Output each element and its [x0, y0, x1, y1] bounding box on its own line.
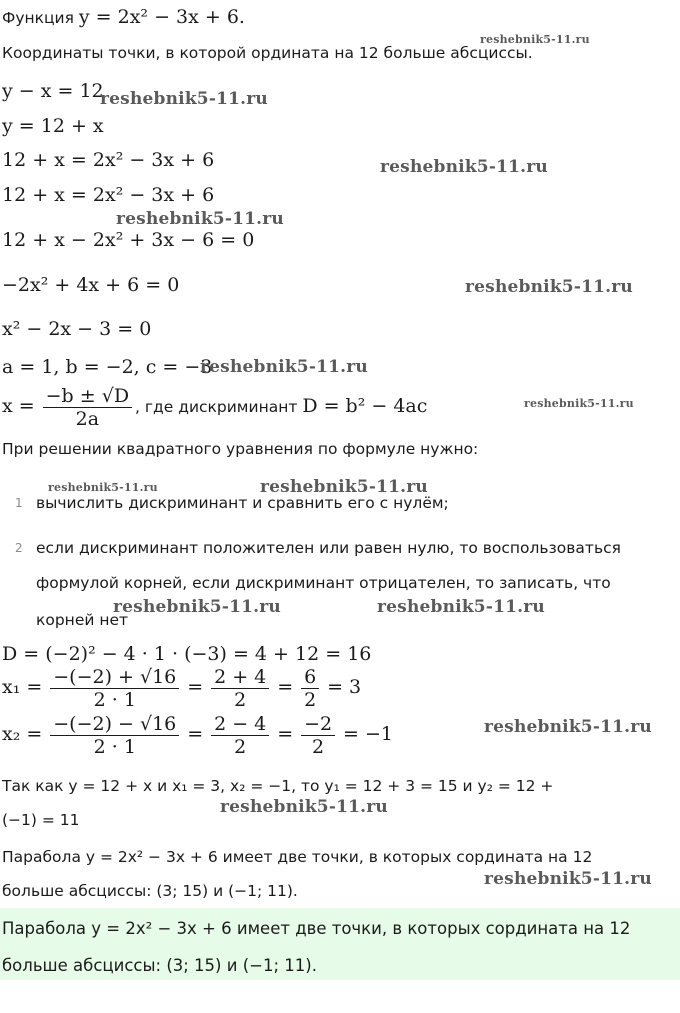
- x1-result: = 3: [327, 676, 362, 698]
- x2-f3-num: −2: [301, 713, 335, 736]
- x2-fraction-3: [301, 713, 335, 758]
- discriminant-calc: D = (−2)² − 4 · 1 · (−3) = 4 + 12 = 16: [2, 643, 372, 665]
- method-intro: При решении квадратного уравнения по формуле нужно:: [2, 440, 479, 458]
- watermark: reshebnik5-11.ru: [524, 397, 634, 410]
- eq-y: y = 12 + x: [2, 115, 104, 137]
- watermark: reshebnik5-11.ru: [465, 277, 633, 297]
- answer-line-1: Парабола y = 2x² − 3x + 6 имеет две точки, в которых сордината на 12: [2, 919, 631, 938]
- function-label: Функция: [2, 9, 79, 27]
- x1-f3-den: 2: [304, 689, 317, 711]
- x1-f2-num: 2 + 4: [211, 666, 269, 689]
- discriminant-formula: D = b² − 4ac: [302, 395, 428, 417]
- x1-f2-den: 2: [234, 689, 247, 711]
- watermark: reshebnik5-11.ru: [377, 597, 545, 617]
- eq-simplified: −2x² + 4x + 6 = 0: [2, 274, 180, 296]
- watermark: reshebnik5-11.ru: [484, 717, 652, 737]
- discriminant-text: , где дискриминант: [135, 398, 303, 416]
- eq-substitute-2: 12 + x = 2x² − 3x + 6: [2, 184, 215, 206]
- watermark: reshebnik5-11.ru: [48, 481, 158, 494]
- quadratic-formula-line: [2, 385, 427, 425]
- list-number-2: 2: [15, 541, 23, 555]
- conclusion-line-2: больше абсциссы: (3; 15) и (−1; 11).: [2, 882, 298, 900]
- watermark: reshebnik5-11.ru: [116, 209, 284, 229]
- formula-denominator: 2a: [75, 408, 100, 425]
- watermark: reshebnik5-11.ru: [200, 357, 368, 377]
- x2-fraction-1: [50, 713, 179, 758]
- root-x1-line: [2, 666, 361, 720]
- x1-fraction-2: [211, 666, 269, 711]
- eq-y-minus-x: y − x = 12: [2, 80, 104, 102]
- watermark: reshebnik5-11.ru: [100, 89, 268, 109]
- list-item-2-line-3: корней нет: [36, 611, 129, 629]
- watermark: reshebnik5-11.ru: [484, 869, 652, 889]
- x1-f3-num: 6: [301, 666, 319, 689]
- list-item-2-line-2: формулой корней, если дискриминант отрицателен, то записать, что: [36, 574, 611, 592]
- eq-substitute-1: 12 + x = 2x² − 3x + 6: [2, 149, 215, 171]
- coefficients: a = 1, b = −2, c = −3: [2, 356, 213, 378]
- formula-fraction: [43, 385, 132, 425]
- list-number-1: 1: [15, 496, 23, 510]
- function-formula: y = 2x² − 3x + 6.: [78, 6, 245, 28]
- y-values-line-1: Так как y = 12 + x и x₁ = 3, x₂ = −1, то y₁ = 12 + 3 = 15 и y₂ = 12 +: [2, 777, 554, 795]
- x2-f2-num: 2 − 4: [211, 713, 269, 736]
- watermark: reshebnik5-11.ru: [113, 597, 281, 617]
- x2-result: = −1: [343, 723, 393, 745]
- conclusion-line-1: Парабола y = 2x² − 3x + 6 имеет две точки, в которых сордината на 12: [2, 848, 593, 866]
- x2-f3-den: 2: [312, 736, 325, 758]
- answer-line-2: больше абсциссы: (3; 15) и (−1; 11).: [2, 956, 317, 975]
- y-values-line-2: (−1) = 11: [2, 811, 80, 829]
- x1-lhs: x₁ =: [2, 676, 43, 698]
- x1-f1-num: −(−2) + √16: [50, 666, 179, 689]
- eq-sign: =: [187, 676, 204, 698]
- eq-sign: =: [277, 676, 294, 698]
- watermark: reshebnik5-11.ru: [220, 797, 388, 817]
- list-item-1: вычислить дискриминант и сравнить его с нулём;: [36, 494, 449, 512]
- watermark: reshebnik5-11.ru: [380, 157, 548, 177]
- x2-f1-den: 2 · 1: [93, 736, 136, 758]
- x2-fraction-2: [211, 713, 269, 758]
- formula-numerator: −b ± √D: [43, 385, 132, 408]
- watermark: reshebnik5-11.ru: [260, 477, 428, 497]
- x1-fraction-1: [50, 666, 179, 711]
- list-item-2-line-1: если дискриминант положителен или равен нулю, то воспользоваться: [36, 539, 621, 557]
- function-line: [2, 6, 245, 29]
- x1-fraction-3: [301, 666, 319, 711]
- x2-f2-den: 2: [234, 736, 247, 758]
- formula-x-lhs: x =: [2, 395, 35, 417]
- x2-f1-num: −(−2) − √16: [50, 713, 179, 736]
- eq-sign: =: [277, 723, 294, 745]
- eq-move-terms: 12 + x − 2x² + 3x − 6 = 0: [2, 229, 255, 251]
- root-x2-line: [2, 713, 393, 767]
- watermark: reshebnik5-11.ru: [480, 33, 590, 46]
- eq-reduced: x² − 2x − 3 = 0: [2, 318, 152, 340]
- x2-lhs: x₂ =: [2, 723, 43, 745]
- eq-sign: =: [187, 723, 204, 745]
- x1-f1-den: 2 · 1: [93, 689, 136, 711]
- task-statement: Координаты точки, в которой ордината на 12 больше абсциссы.: [2, 44, 533, 62]
